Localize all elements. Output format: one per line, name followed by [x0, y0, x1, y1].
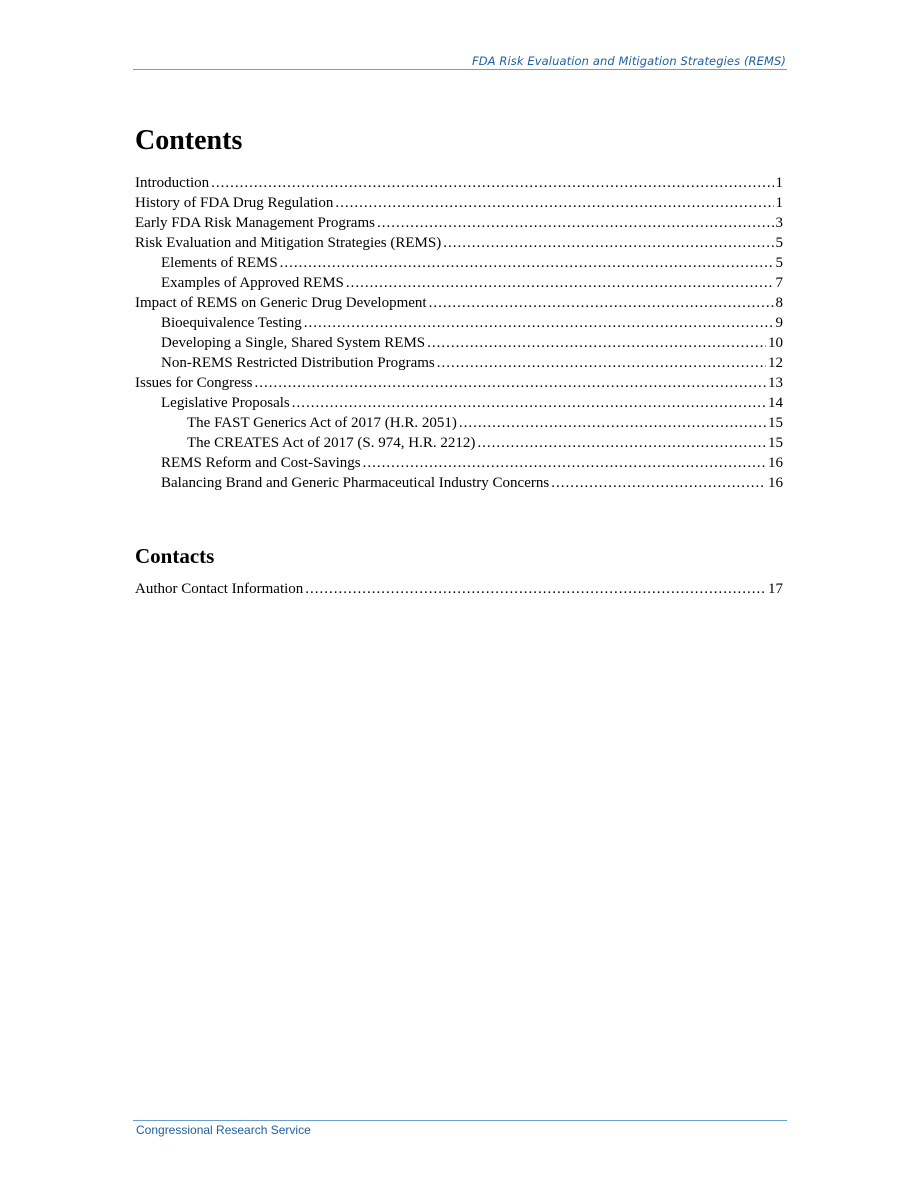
- toc-dot-leader: [477, 433, 766, 453]
- toc-entry-title: Examples of Approved REMS: [161, 275, 344, 291]
- toc-entry-title: Balancing Brand and Generic Pharmaceutical Industry Concerns: [161, 475, 550, 491]
- toc-entry-page-number: 1: [775, 175, 783, 191]
- toc-entry[interactable]: [135, 413, 783, 433]
- toc-dot-leader: [305, 579, 766, 599]
- toc-entry-page-number: 5: [775, 255, 783, 271]
- toc-dot-leader: [551, 473, 766, 493]
- toc-entry[interactable]: [135, 273, 783, 293]
- toc-entry-page-number: 5: [775, 235, 783, 251]
- footer-rule: [133, 1120, 787, 1121]
- toc-entry[interactable]: [135, 373, 783, 393]
- toc-dot-leader: [255, 373, 767, 393]
- toc-entry-page-number: 17: [768, 581, 783, 597]
- toc-dot-leader: [427, 333, 766, 353]
- toc-entry[interactable]: [135, 313, 783, 333]
- toc-entry[interactable]: [135, 353, 783, 373]
- toc-dot-leader: [363, 453, 766, 473]
- toc-entry-title: Impact of REMS on Generic Drug Development: [135, 295, 427, 311]
- toc-entry-page-number: 16: [768, 455, 783, 471]
- toc-entry-page-number: 3: [775, 215, 783, 231]
- toc-dot-leader: [459, 413, 766, 433]
- toc-entry[interactable]: [135, 213, 783, 233]
- header-rule: [133, 69, 787, 70]
- toc-entry-title: Author Contact Information: [135, 581, 304, 597]
- toc-entry-title: The CREATES Act of 2017 (S. 974, H.R. 2212): [187, 435, 476, 451]
- toc-entry-title: Developing a Single, Shared System REMS: [161, 335, 426, 351]
- toc-dot-leader: [292, 393, 766, 413]
- contents-list: [135, 173, 783, 493]
- toc-entry-title: Non-REMS Restricted Distribution Programs: [161, 355, 435, 371]
- toc-entry-page-number: 8: [775, 295, 783, 311]
- toc-entry-title: History of FDA Drug Regulation: [135, 195, 334, 211]
- toc-entry-title: Introduction: [135, 175, 210, 191]
- running-header: FDA Risk Evaluation and Mitigation Strategies (REMS): [472, 54, 786, 68]
- contents-heading: Contents: [135, 125, 243, 156]
- toc-entry-page-number: 13: [768, 375, 783, 391]
- toc-entry-page-number: 15: [768, 415, 783, 431]
- toc-entry[interactable]: [135, 233, 783, 253]
- toc-entry[interactable]: [135, 173, 783, 193]
- toc-entry-page-number: 12: [768, 355, 783, 371]
- toc-entry-title: Elements of REMS: [161, 255, 278, 271]
- toc-entry[interactable]: [135, 453, 783, 473]
- toc-entry-page-number: 14: [768, 395, 783, 411]
- toc-entry-title: REMS Reform and Cost-Savings: [161, 455, 361, 471]
- contacts-list: [135, 579, 783, 599]
- toc-dot-leader: [437, 353, 766, 373]
- toc-entry[interactable]: [135, 333, 783, 353]
- toc-dot-leader: [280, 253, 774, 273]
- toc-entry-page-number: 1: [775, 195, 783, 211]
- toc-entry-title: The FAST Generics Act of 2017 (H.R. 2051): [187, 415, 457, 431]
- toc-entry[interactable]: [135, 293, 783, 313]
- toc-dot-leader: [377, 213, 774, 233]
- toc-entry-title: Risk Evaluation and Mitigation Strategies (REMS): [135, 235, 442, 251]
- toc-dot-leader: [211, 173, 773, 193]
- toc-entry[interactable]: [135, 579, 783, 599]
- running-footer: Congressional Research Service: [136, 1123, 311, 1137]
- toc-entry[interactable]: [135, 473, 783, 493]
- toc-dot-leader: [443, 233, 773, 253]
- toc-entry-page-number: 16: [768, 475, 783, 491]
- toc-dot-leader: [304, 313, 774, 333]
- toc-entry-title: Early FDA Risk Management Programs: [135, 215, 375, 231]
- toc-dot-leader: [346, 273, 774, 293]
- contacts-heading: Contacts: [135, 544, 215, 568]
- toc-entry-title: Bioequivalence Testing: [161, 315, 302, 331]
- toc-entry-page-number: 10: [768, 335, 783, 351]
- toc-entry[interactable]: [135, 193, 783, 213]
- toc-entry[interactable]: [135, 433, 783, 453]
- toc-entry-title: Issues for Congress: [135, 375, 253, 391]
- toc-dot-leader: [335, 193, 773, 213]
- toc-entry-title: Legislative Proposals: [161, 395, 290, 411]
- toc-entry[interactable]: [135, 393, 783, 413]
- toc-entry-page-number: 7: [775, 275, 783, 291]
- toc-entry[interactable]: [135, 253, 783, 273]
- toc-entry-page-number: 9: [775, 315, 783, 331]
- toc-dot-leader: [429, 293, 774, 313]
- toc-entry-page-number: 15: [768, 435, 783, 451]
